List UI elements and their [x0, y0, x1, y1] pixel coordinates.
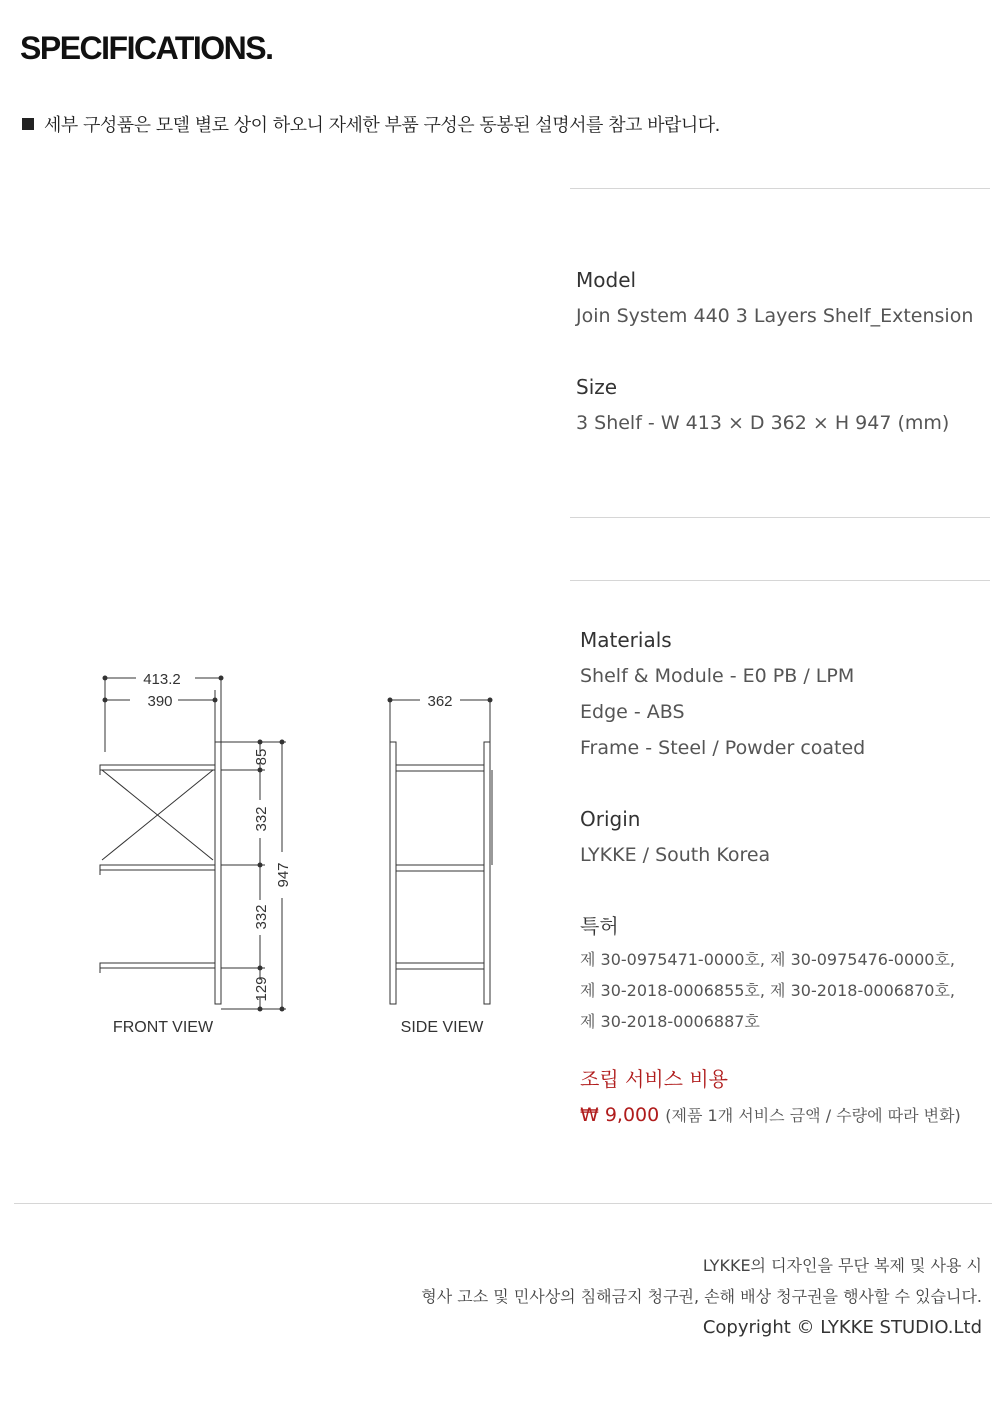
- model-label: Model: [576, 268, 637, 292]
- origin-value: LYKKE / South Korea: [580, 844, 771, 866]
- dim-shelf-gap-2: 332: [253, 904, 270, 930]
- dim-total-height: 947: [275, 862, 292, 888]
- page-title: SPECIFICATIONS.: [20, 30, 273, 66]
- spec-details: [580, 622, 961, 1134]
- assembly-service-price-row: [580, 1097, 961, 1134]
- assembly-note: (제품 1개 서비스 금액 / 수량에 따라 변화): [665, 1106, 961, 1125]
- notice: [22, 111, 720, 137]
- size-value: 3 Shelf - W 413 × D 362 × H 947 (mm): [576, 412, 950, 434]
- copyright: Copyright © LYKKE STUDIO.Ltd: [702, 1317, 982, 1338]
- patent-line: 제 30-2018-0006887호: [580, 1012, 760, 1031]
- divider: [570, 188, 990, 189]
- assembly-service-label: 조립 서비스 비용: [580, 1067, 728, 1091]
- origin-label: Origin: [580, 807, 641, 831]
- footer-divider: [14, 1203, 992, 1204]
- divider: [570, 517, 990, 518]
- footer: [421, 1250, 982, 1343]
- square-bullet-icon: [22, 118, 34, 130]
- divider: [570, 580, 990, 581]
- notice-text: 세부 구성품은 모델 별로 상이 하오니 자세한 부품 구성은 동봉된 설명서를 참고 바랍니다.: [44, 115, 720, 136]
- patent-line: 제 30-0975471-0000호, 제 30-0975476-0000호,: [580, 950, 956, 969]
- dim-shelf-gap-1: 332: [253, 806, 270, 832]
- materials-item: Edge - ABS: [580, 701, 685, 723]
- patent-label: 특허: [580, 914, 619, 938]
- dim-top-gap: 85: [253, 748, 270, 766]
- dim-side-depth: 362: [427, 693, 453, 710]
- patent-line: 제 30-2018-0006855호, 제 30-2018-0006870호,: [580, 981, 956, 1000]
- model-value: Join System 440 3 Layers Shelf_Extension: [576, 305, 974, 327]
- dim-front-outer-width: 413.2: [143, 671, 181, 688]
- footer-warning-line-1: LYKKE의 디자인을 무단 복제 및 사용 시: [702, 1256, 982, 1275]
- materials-label: Materials: [580, 628, 672, 652]
- dim-front-inner-width: 390: [147, 693, 173, 710]
- dim-bottom-gap: 129: [253, 976, 270, 1002]
- front-view-label: FRONT VIEW: [112, 1019, 214, 1036]
- assembly-price: ₩ 9,000: [580, 1104, 660, 1126]
- side-view-label: SIDE VIEW: [400, 1019, 484, 1036]
- materials-item: Frame - Steel / Powder coated: [580, 737, 866, 759]
- technical-drawing: [90, 660, 510, 1050]
- footer-warning-line-2: 형사 고소 및 민사상의 침해금지 청구권, 손해 배상 청구권을 행사할 수 있습니다.: [421, 1287, 982, 1306]
- spec-model-size: [576, 262, 973, 441]
- materials-item: Shelf & Module - E0 PB / LPM: [580, 665, 855, 687]
- size-label: Size: [576, 375, 618, 399]
